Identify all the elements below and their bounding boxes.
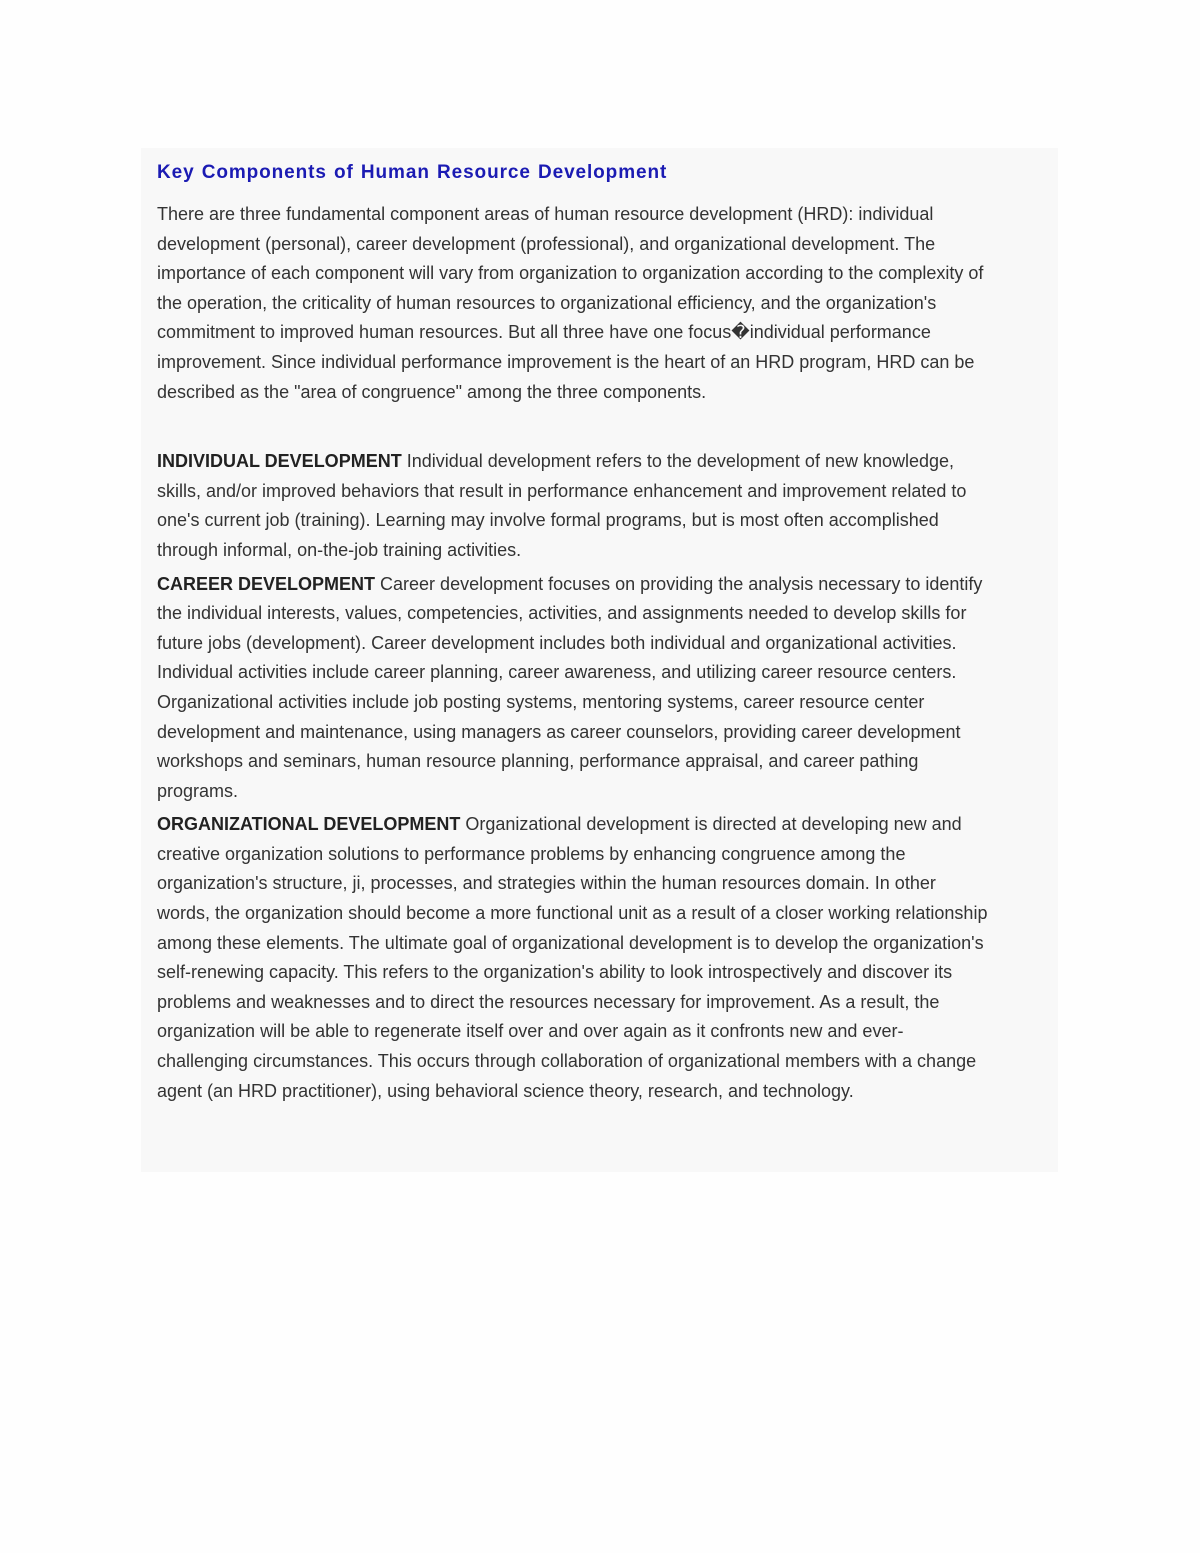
document-title: Key Components of Human Resource Development	[157, 162, 668, 183]
section-text: Individual development refers to the development of new knowledge, skills, and/or improved behaviors that result in performance enhancement and improvement related to one's current job (training). Learning may involve formal programs, but is most often accomplished through informal, on-the-job training activities.	[157, 451, 967, 560]
content-panel	[141, 148, 1058, 1172]
section-text: Career development focuses on providing the analysis necessary to identify the individual interests, values, competencies, activities, and assignments needed to develop skills for future jobs (development). Career development includes both individual and organizational activities. Individual activities include career planning, career awareness, and utilizing career resource centers. Organizational activities include job posting systems, mentoring systems, career resource center development and maintenance, using managers as career counselors, providing career development workshops and seminars, human resource planning, performance appraisal, and career pathing programs.	[157, 573, 983, 801]
section-text: Organizational development is directed at developing new and creative organization solutions to performance problems by enhancing congruence among the organization's structure, ji, processes, and strategies within the human resources domain. In other words, the organization should become a more functional unit as a result of a closer working relationship among these elements. The ultimate goal of organizational development is to develop the organization's self-renewing capacity. This refers to the organization's ability to look introspectively and discover its problems and weaknesses and to direct the resources necessary for improvement. As a result, the organization will be able to regenerate itself over and over again as it confronts new and ever-challenging circumstances. This occurs through collaboration of organizational members with a change agent (an HRD practitioner), using behavioral science theory, research, and technology.	[157, 814, 988, 1101]
section-individual-development	[157, 447, 993, 565]
section-heading: ORGANIZATIONAL DEVELOPMENT	[157, 814, 461, 835]
intro-paragraph: There are three fundamental component areas of human resource development (HRD): individual development (personal), career development (professional), and organizational development. The importance of each component will vary from organization to organization according to the complexity of the operation, the criticality of human resources to organizational efficiency, and the organization's commitment to improved human resources. But all three have one focus�individual performance improvement. Since individual performance improvement is the heart of an HRD program, HRD can be described as the "area of congruence" among the three components.	[157, 204, 984, 402]
section-heading: INDIVIDUAL DEVELOPMENT	[157, 451, 402, 472]
section-organizational-development	[157, 810, 993, 1106]
document-body	[157, 200, 993, 1106]
section-heading: CAREER DEVELOPMENT	[157, 573, 376, 594]
section-career-development	[157, 570, 993, 807]
